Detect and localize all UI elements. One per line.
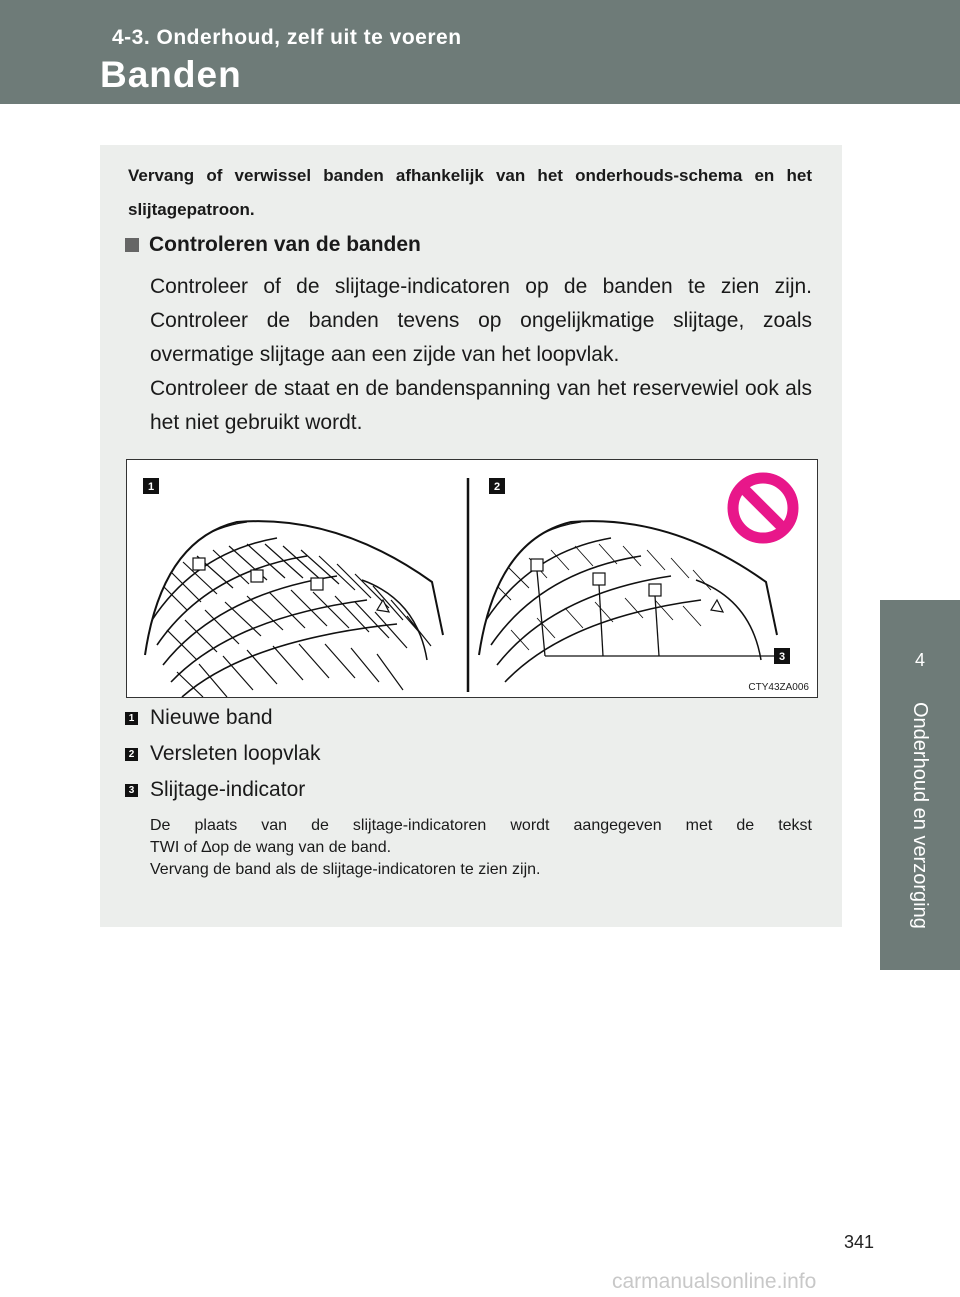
- figure-code: CTY43ZA006: [748, 682, 809, 693]
- marker-1-badge: [143, 478, 159, 494]
- note-line-1: De plaats van de slijtage-indicatoren wordt aangegeven met de tekst: [150, 817, 812, 834]
- svg-text:2: 2: [493, 481, 501, 493]
- note-line-3: Vervang de band als de slijtage-indicatoren te zien zijn.: [150, 861, 541, 878]
- marker-3-badge: [774, 648, 790, 664]
- chapter-side-tab: [880, 600, 960, 970]
- square-bullet-icon: [125, 238, 139, 252]
- subheading-text: Controleren van de banden: [149, 233, 421, 256]
- tire-drawing: [127, 460, 817, 697]
- legend-label: Versleten loopvlak: [150, 742, 321, 765]
- paragraph-tread-check: Controleer of de slijtage-indicatoren op de banden te zien zijn. Controleer de banden tevens op ongelijkmatige slijtage, zoals overmatige slijtage aan een zijde van het loopvlak.: [150, 275, 812, 366]
- intro-text: Vervang of verwissel banden afhankelijk van het onderhouds-schema en het slijtagepatroon.: [128, 166, 812, 219]
- page-number: 341: [844, 1232, 875, 1252]
- paragraph-spare-wheel: Controleer de staat en de bandenspanning van het reservewiel ook als het niet gebruikt wordt.: [150, 377, 812, 434]
- page-title: Banden: [100, 54, 242, 95]
- legend-badge-1: 1: [125, 712, 138, 725]
- note-line-2: TWI of ∆op de wang van de band.: [150, 839, 392, 856]
- legend-badge-3: 3: [125, 784, 138, 797]
- note-text: [150, 815, 812, 881]
- legend-label: Nieuwe band: [150, 706, 273, 729]
- legend-item-new: [125, 706, 273, 730]
- svg-text:1: 1: [147, 481, 155, 493]
- watermark: carmanualsonline.info: [612, 1270, 817, 1293]
- svg-text:3: 3: [778, 651, 786, 663]
- chapter-label: Onderhoud en verzorging: [909, 702, 931, 929]
- content-box: [100, 145, 842, 927]
- section-title: 4-3. Onderhoud, zelf uit te voeren: [112, 26, 462, 49]
- tire-illustration: [126, 459, 818, 698]
- prohibition-icon: [733, 478, 793, 538]
- legend-label: Slijtage-indicator: [150, 778, 306, 801]
- legend-item-worn: [125, 742, 320, 766]
- chapter-header: [0, 0, 960, 104]
- worn-tire-drawing: [479, 521, 777, 682]
- marker-2-badge: [489, 478, 505, 494]
- new-tire-drawing: [145, 521, 443, 697]
- legend-item-indicator: [125, 778, 305, 802]
- legend-badge-2: 2: [125, 748, 138, 761]
- chapter-number: 4: [914, 650, 925, 670]
- subheading: [125, 233, 421, 257]
